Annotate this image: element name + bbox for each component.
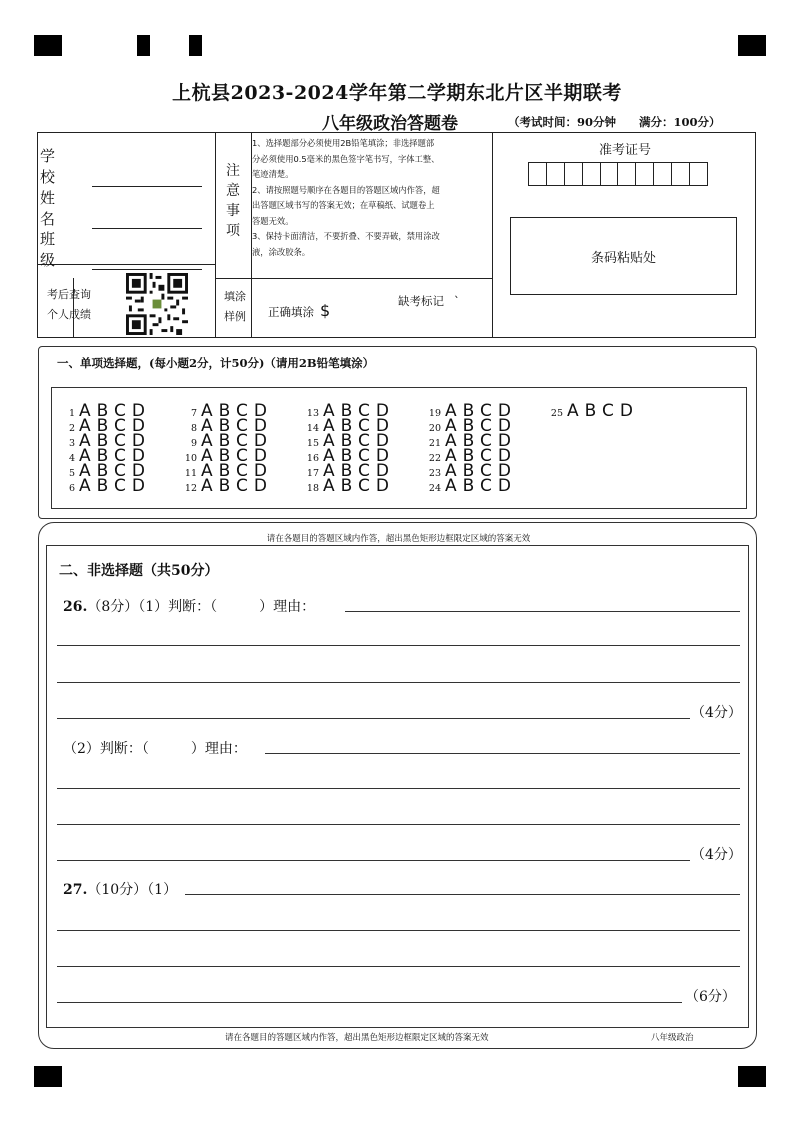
points-label: （6分） bbox=[685, 989, 736, 1005]
answer-line[interactable] bbox=[57, 718, 690, 719]
exam-meta: （考试时间：90分钟 满分：100分） bbox=[508, 115, 721, 129]
q26-part1-prompt: 26.（8分）（1）判断：（ ）理由： bbox=[63, 599, 316, 615]
choice-row[interactable]: 8 ABCD bbox=[190, 416, 273, 436]
admission-number-boxes[interactable] bbox=[529, 162, 708, 186]
answer-line[interactable] bbox=[57, 824, 740, 825]
admission-number-label: 准考证号 bbox=[598, 143, 651, 158]
registration-mark bbox=[738, 1066, 766, 1087]
registration-mark bbox=[34, 1066, 62, 1087]
answer-line[interactable] bbox=[57, 645, 740, 646]
notice-text: 1、选择题部分必须使用2B铅笔填涂；非选择题部 分必须使用0.5毫米的黑色签字笔书写，字体工整、 笔迹清楚。 2、请按照题号顺序在各题目的答题区域内作答，超 出答题区域书写的答案无效；在草稿纸、试题卷上 答题无效。 3、保持卡面清洁，不要折叠、不要弄破，禁用涂改 液，涂改胶条。 bbox=[252, 138, 440, 257]
points-label: （4分） bbox=[691, 847, 742, 863]
choice-row[interactable]: 11 ABCD bbox=[184, 461, 273, 481]
student-info-header bbox=[37, 132, 756, 338]
score-query-label: 考后查询 个人成绩 bbox=[47, 288, 91, 321]
choice-row[interactable]: 3 ABCD bbox=[68, 431, 151, 451]
section2-title: 二、非选择题（共50分） bbox=[59, 563, 219, 579]
choice-row[interactable]: 24 ABCD bbox=[428, 476, 517, 496]
section1-title: 一、单项选择题，(每小题2分，计50分)（请用2B铅笔填涂） bbox=[57, 356, 375, 370]
choice-row[interactable]: 20 ABCD bbox=[428, 416, 517, 436]
choice-row[interactable]: 19 ABCD bbox=[428, 401, 517, 421]
choice-row[interactable]: 21 ABCD bbox=[428, 431, 517, 451]
choice-bubble-area bbox=[51, 387, 747, 509]
answer-area bbox=[46, 545, 749, 1028]
choice-row[interactable]: 22 ABCD bbox=[428, 446, 517, 466]
registration-mark bbox=[189, 35, 202, 56]
q27-part1-prompt: 27.（10分）（1） bbox=[63, 882, 178, 898]
absent-mark[interactable]: 缺考标记 ` bbox=[398, 294, 460, 308]
choice-row[interactable]: 25 ABCD bbox=[550, 401, 639, 421]
choice-row[interactable]: 14 ABCD bbox=[306, 416, 395, 436]
choice-row[interactable]: 15 ABCD bbox=[306, 431, 395, 451]
fill-example-label: 填涂 样例 bbox=[224, 290, 246, 323]
answer-line[interactable] bbox=[57, 860, 690, 861]
school-field[interactable]: 学校 bbox=[40, 145, 202, 187]
exam-subtitle: 八年级政治答题卷 bbox=[322, 114, 458, 134]
answer-line[interactable] bbox=[265, 753, 740, 754]
answer-line[interactable] bbox=[345, 611, 740, 612]
name-field[interactable]: 姓名 bbox=[40, 187, 202, 229]
notice-label: 注 意 事 项 bbox=[226, 163, 240, 239]
points-label: （4分） bbox=[691, 705, 742, 721]
choice-row[interactable]: 12 ABCD bbox=[184, 476, 273, 496]
registration-mark bbox=[738, 35, 766, 56]
answer-area-warning: 请在各题目的答题区域内作答，超出黑色矩形边框限定区域的答案无效 bbox=[266, 534, 531, 544]
choice-row[interactable]: 10 ABCD bbox=[184, 446, 273, 466]
answer-line[interactable] bbox=[57, 682, 740, 683]
choice-row[interactable]: 9 ABCD bbox=[190, 431, 273, 451]
exam-title: 上杭县2023-2024学年第二学期东北片区半期联考 bbox=[172, 82, 622, 104]
choice-row[interactable]: 13 ABCD bbox=[306, 401, 395, 421]
choice-row[interactable]: 16 ABCD bbox=[306, 446, 395, 466]
choice-row[interactable]: 1 ABCD bbox=[68, 401, 151, 421]
multiple-choice-section bbox=[38, 346, 757, 519]
class-field[interactable]: 班级 bbox=[40, 228, 202, 270]
barcode-area: 条码粘贴处 bbox=[510, 217, 737, 295]
choice-row[interactable]: 4 ABCD bbox=[68, 446, 151, 466]
choice-row[interactable]: 2 ABCD bbox=[68, 416, 151, 436]
choice-row[interactable]: 7 ABCD bbox=[190, 401, 273, 421]
answer-line[interactable] bbox=[57, 930, 740, 931]
choice-row[interactable]: 17 ABCD bbox=[306, 461, 395, 481]
answer-line[interactable] bbox=[57, 1002, 682, 1003]
answer-line[interactable] bbox=[57, 788, 740, 789]
answer-line[interactable] bbox=[185, 894, 740, 895]
correct-fill-example: 正确填涂 $ bbox=[268, 301, 331, 320]
registration-mark bbox=[34, 35, 62, 56]
choice-row[interactable]: 6 ABCD bbox=[68, 476, 151, 496]
answer-line[interactable] bbox=[57, 966, 740, 967]
choice-row[interactable]: 5 ABCD bbox=[68, 461, 151, 481]
q26-part2-prompt: （2）判断：（ ）理由： bbox=[63, 741, 247, 757]
choice-row[interactable]: 18 ABCD bbox=[306, 476, 395, 496]
answer-area-warning: 请在各题目的答题区域内作答，超出黑色矩形边框限定区域的答案无效 bbox=[225, 1033, 489, 1043]
choice-row[interactable]: 23 ABCD bbox=[428, 461, 517, 481]
footer-subject: 八年级政治 bbox=[651, 1033, 694, 1043]
registration-mark bbox=[137, 35, 150, 56]
qr-code-icon bbox=[126, 273, 188, 335]
non-choice-section bbox=[38, 522, 757, 1049]
